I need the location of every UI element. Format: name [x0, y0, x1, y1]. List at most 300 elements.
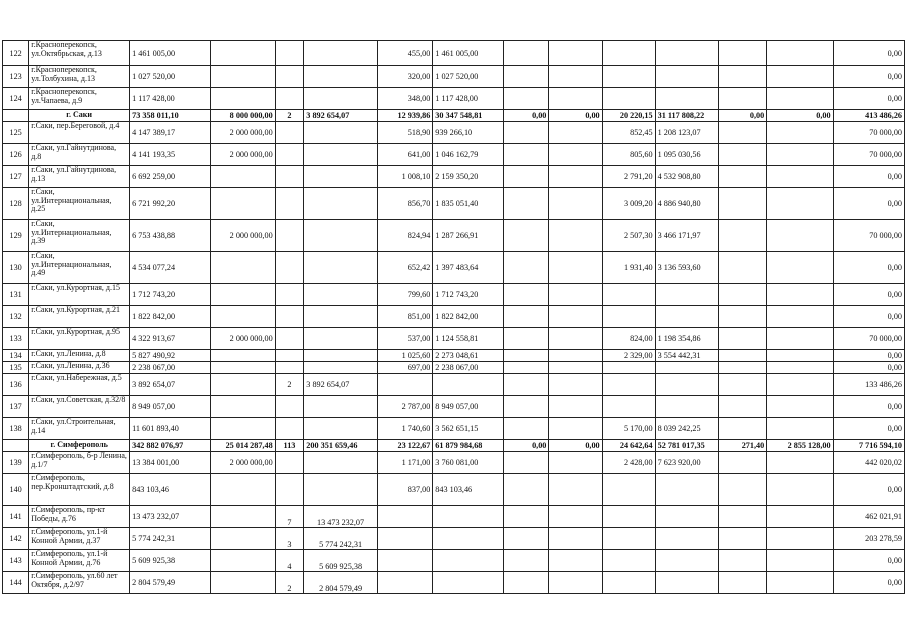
cost-subsidy-cell	[211, 188, 276, 220]
count-cell: 3	[275, 528, 304, 550]
table-row	[3, 166, 905, 188]
value-b-cell	[549, 122, 602, 144]
address-cell: г.Саки, ул.Гайнутдинова, д.13	[29, 166, 130, 188]
table-row	[3, 66, 905, 88]
table-row	[3, 418, 905, 440]
area-cell	[377, 572, 432, 594]
row-number-cell: 138	[3, 418, 29, 440]
area-cell: 320,00	[377, 66, 432, 88]
cost-part-3-cell	[767, 122, 833, 144]
balance-cell: 413 486,26	[833, 110, 904, 122]
cost-total-cell: 4 322 913,67	[130, 328, 211, 350]
balance-cell: 0,00	[833, 474, 904, 506]
cost-part-2-cell: 7 623 920,00	[655, 452, 719, 474]
value-a-cell	[504, 474, 549, 506]
area-2-cell	[602, 550, 655, 572]
cost-part-cell	[433, 528, 504, 550]
subtotal-row	[3, 110, 905, 122]
cost-total-cell: 13 473 232,07	[130, 506, 211, 528]
area-3-cell	[719, 474, 767, 506]
value-a-cell	[504, 328, 549, 350]
cost-part-cell: 1 822 842,00	[433, 306, 504, 328]
cost-part-3-cell	[767, 362, 833, 374]
cost-part-2-cell	[655, 374, 719, 396]
balance-cell: 70 000,00	[833, 328, 904, 350]
row-number-cell: 128	[3, 188, 29, 220]
balance-cell: 0,00	[833, 188, 904, 220]
cost-part-3-cell	[767, 41, 833, 66]
area-3-cell: 0,00	[719, 110, 767, 122]
cost-part-3-cell	[767, 506, 833, 528]
cost-part-2-cell: 52 781 017,35	[655, 440, 719, 452]
count-cell	[275, 396, 304, 418]
cost-total-cell: 6 753 438,88	[130, 220, 211, 252]
address-cell: г. Саки	[29, 110, 130, 122]
cost-secondary-cell: 3 892 654,07	[304, 110, 378, 122]
cost-part-cell: 8 949 057,00	[433, 396, 504, 418]
value-b-cell	[549, 550, 602, 572]
value-b-cell: 0,00	[549, 110, 602, 122]
cost-part-3-cell	[767, 572, 833, 594]
value-b-cell	[549, 374, 602, 396]
cost-part-3-cell	[767, 66, 833, 88]
row-number-cell: 125	[3, 122, 29, 144]
area-cell: 697,00	[377, 362, 432, 374]
cost-part-3-cell: 0,00	[767, 110, 833, 122]
value-a-cell	[504, 374, 549, 396]
area-cell: 824,94	[377, 220, 432, 252]
cost-secondary-cell	[304, 350, 378, 362]
area-2-cell	[602, 362, 655, 374]
cost-part-cell: 1 461 005,00	[433, 41, 504, 66]
cost-total-cell: 843 103,46	[130, 474, 211, 506]
area-cell: 23 122,67	[377, 440, 432, 452]
area-2-cell	[602, 284, 655, 306]
cost-secondary-cell	[304, 418, 378, 440]
cost-secondary-cell: 13 473 232,07	[304, 506, 378, 528]
cost-total-cell: 1 027 520,00	[130, 66, 211, 88]
balance-cell: 70 000,00	[833, 122, 904, 144]
value-b-cell	[549, 328, 602, 350]
area-2-cell: 20 220,15	[602, 110, 655, 122]
row-number-cell: 139	[3, 452, 29, 474]
area-3-cell	[719, 306, 767, 328]
cost-part-cell: 3 562 651,15	[433, 418, 504, 440]
balance-cell: 0,00	[833, 166, 904, 188]
area-3-cell	[719, 528, 767, 550]
address-cell: г.Саки, ул.Курортная, д.95	[29, 328, 130, 350]
area-2-cell	[602, 572, 655, 594]
cost-secondary-cell	[304, 166, 378, 188]
cost-part-cell	[433, 374, 504, 396]
count-cell	[275, 188, 304, 220]
cost-part-3-cell	[767, 252, 833, 284]
count-cell	[275, 220, 304, 252]
cost-secondary-cell	[304, 362, 378, 374]
value-b-cell	[549, 88, 602, 110]
cost-secondary-cell: 5 609 925,38	[304, 550, 378, 572]
value-b-cell	[549, 528, 602, 550]
area-cell: 851,00	[377, 306, 432, 328]
value-a-cell: 0,00	[504, 110, 549, 122]
value-a-cell	[504, 220, 549, 252]
cost-part-2-cell: 3 136 593,60	[655, 252, 719, 284]
cost-part-2-cell: 1 208 123,07	[655, 122, 719, 144]
balance-cell: 7 716 594,10	[833, 440, 904, 452]
cost-total-cell: 5 609 925,38	[130, 550, 211, 572]
row-number-cell	[3, 440, 29, 452]
cost-subsidy-cell: 25 014 287,48	[211, 440, 276, 452]
value-a-cell	[504, 122, 549, 144]
subtotal-row	[3, 440, 905, 452]
row-number-cell: 122	[3, 41, 29, 66]
cost-part-2-cell	[655, 306, 719, 328]
cost-part-cell: 843 103,46	[433, 474, 504, 506]
value-a-cell	[504, 572, 549, 594]
address-cell: г.Саки, ул.Набережная, д.5	[29, 374, 130, 396]
balance-cell: 462 021,91	[833, 506, 904, 528]
row-number-cell: 130	[3, 252, 29, 284]
cost-part-2-cell	[655, 474, 719, 506]
balance-cell: 0,00	[833, 396, 904, 418]
cost-total-cell: 3 892 654,07	[130, 374, 211, 396]
table-row	[3, 306, 905, 328]
cost-part-2-cell	[655, 66, 719, 88]
table-row	[3, 188, 905, 220]
area-2-cell: 805,60	[602, 144, 655, 166]
cost-part-3-cell	[767, 144, 833, 166]
cost-subsidy-cell	[211, 88, 276, 110]
cost-subsidy-cell	[211, 506, 276, 528]
area-3-cell	[719, 452, 767, 474]
row-number-cell: 127	[3, 166, 29, 188]
count-cell: 2	[275, 374, 304, 396]
cost-part-cell	[433, 572, 504, 594]
count-cell: 2	[275, 572, 304, 594]
address-cell: г.Саки, ул.Строительная, д.14	[29, 418, 130, 440]
cost-subsidy-cell	[211, 41, 276, 66]
row-number-cell: 131	[3, 284, 29, 306]
area-2-cell: 2 791,20	[602, 166, 655, 188]
cost-secondary-cell	[304, 474, 378, 506]
table-row	[3, 572, 905, 594]
count-cell	[275, 328, 304, 350]
count-cell	[275, 66, 304, 88]
cost-subsidy-cell: 8 000 000,00	[211, 110, 276, 122]
balance-cell: 0,00	[833, 550, 904, 572]
balance-cell: 0,00	[833, 284, 904, 306]
value-b-cell	[549, 166, 602, 188]
area-2-cell: 24 642,64	[602, 440, 655, 452]
table-row	[3, 452, 905, 474]
value-b-cell	[549, 144, 602, 166]
address-cell: г.Саки, ул.Курортная, д.21	[29, 306, 130, 328]
cost-secondary-cell: 200 351 659,46	[304, 440, 378, 452]
area-3-cell	[719, 374, 767, 396]
cost-part-cell: 2 273 048,61	[433, 350, 504, 362]
cost-part-2-cell	[655, 506, 719, 528]
cost-total-cell: 1 117 428,00	[130, 88, 211, 110]
address-cell: г.Симферополь, пр-кт Победы, д.76	[29, 506, 130, 528]
row-number-cell: 129	[3, 220, 29, 252]
area-2-cell: 2 507,30	[602, 220, 655, 252]
cost-part-3-cell	[767, 396, 833, 418]
cost-subsidy-cell	[211, 362, 276, 374]
cost-secondary-cell: 5 774 242,31	[304, 528, 378, 550]
area-3-cell: 271,40	[719, 440, 767, 452]
cost-subsidy-cell: 2 000 000,00	[211, 220, 276, 252]
cost-subsidy-cell	[211, 350, 276, 362]
area-3-cell	[719, 350, 767, 362]
cost-secondary-cell	[304, 328, 378, 350]
cost-subsidy-cell	[211, 166, 276, 188]
register-sheet	[2, 40, 905, 594]
table-row	[3, 122, 905, 144]
area-cell	[377, 506, 432, 528]
area-2-cell	[602, 306, 655, 328]
value-a-cell	[504, 88, 549, 110]
row-number-cell: 137	[3, 396, 29, 418]
balance-cell: 0,00	[833, 418, 904, 440]
area-cell: 1 171,00	[377, 452, 432, 474]
cost-total-cell: 1 712 743,20	[130, 284, 211, 306]
area-cell: 1 025,60	[377, 350, 432, 362]
cost-part-cell	[433, 506, 504, 528]
cost-secondary-cell	[304, 306, 378, 328]
cost-part-3-cell	[767, 350, 833, 362]
cost-part-cell: 1 712 743,20	[433, 284, 504, 306]
table-row	[3, 144, 905, 166]
area-3-cell	[719, 572, 767, 594]
cost-part-3-cell	[767, 88, 833, 110]
cost-part-cell: 61 879 984,68	[433, 440, 504, 452]
address-cell: г. Симферополь	[29, 440, 130, 452]
cost-subsidy-cell	[211, 418, 276, 440]
cost-secondary-cell	[304, 188, 378, 220]
balance-cell: 0,00	[833, 252, 904, 284]
cost-part-3-cell	[767, 418, 833, 440]
cost-part-3-cell	[767, 188, 833, 220]
balance-cell: 0,00	[833, 41, 904, 66]
area-2-cell: 2 329,00	[602, 350, 655, 362]
area-3-cell	[719, 122, 767, 144]
area-3-cell	[719, 418, 767, 440]
balance-cell: 133 486,26	[833, 374, 904, 396]
area-3-cell	[719, 66, 767, 88]
cost-part-cell: 1 027 520,00	[433, 66, 504, 88]
cost-total-cell: 2 238 067,00	[130, 362, 211, 374]
table-row	[3, 284, 905, 306]
row-number-cell: 142	[3, 528, 29, 550]
count-cell	[275, 166, 304, 188]
count-cell	[275, 474, 304, 506]
value-b-cell	[549, 396, 602, 418]
area-2-cell	[602, 374, 655, 396]
value-a-cell	[504, 452, 549, 474]
cost-secondary-cell	[304, 144, 378, 166]
row-number-cell: 132	[3, 306, 29, 328]
balance-cell: 203 278,59	[833, 528, 904, 550]
cost-subsidy-cell	[211, 550, 276, 572]
address-cell: г.Саки, ул.Ленина, д.8	[29, 350, 130, 362]
value-b-cell	[549, 572, 602, 594]
balance-cell: 0,00	[833, 306, 904, 328]
address-cell: г.Саки, ул.Интернациональная, д.25	[29, 188, 130, 220]
area-3-cell	[719, 166, 767, 188]
count-cell	[275, 88, 304, 110]
table-row	[3, 528, 905, 550]
value-b-cell	[549, 362, 602, 374]
cost-part-3-cell	[767, 474, 833, 506]
cost-total-cell: 4 141 193,35	[130, 144, 211, 166]
value-a-cell	[504, 396, 549, 418]
row-number-cell	[3, 110, 29, 122]
area-cell: 518,90	[377, 122, 432, 144]
cost-part-3-cell	[767, 374, 833, 396]
count-cell	[275, 350, 304, 362]
cost-total-cell: 4 147 389,17	[130, 122, 211, 144]
cost-subsidy-cell	[211, 66, 276, 88]
cost-subsidy-cell: 2 000 000,00	[211, 122, 276, 144]
cost-part-3-cell	[767, 528, 833, 550]
cost-subsidy-cell	[211, 528, 276, 550]
cost-part-cell: 1 124 558,81	[433, 328, 504, 350]
table-body	[3, 41, 905, 594]
cost-part-2-cell: 1 095 030,56	[655, 144, 719, 166]
address-cell: г.Симферополь, ул.1-й Конной Армии, д.76	[29, 550, 130, 572]
cost-total-cell: 342 882 076,97	[130, 440, 211, 452]
area-cell: 641,00	[377, 144, 432, 166]
cost-subsidy-cell	[211, 396, 276, 418]
cost-secondary-cell	[304, 252, 378, 284]
cost-part-cell	[433, 550, 504, 572]
area-cell: 1 008,10	[377, 166, 432, 188]
address-cell: г.Красноперекопск, ул.Октябрьская, д.13	[29, 41, 130, 66]
area-3-cell	[719, 328, 767, 350]
table-row	[3, 328, 905, 350]
area-3-cell	[719, 41, 767, 66]
value-a-cell: 0,00	[504, 440, 549, 452]
area-cell: 348,00	[377, 88, 432, 110]
area-cell: 455,00	[377, 41, 432, 66]
cost-total-cell: 4 534 077,24	[130, 252, 211, 284]
cost-part-3-cell	[767, 166, 833, 188]
address-cell: г.Симферополь, б-р Ленина, д.1/7	[29, 452, 130, 474]
cost-subsidy-cell: 2 000 000,00	[211, 328, 276, 350]
value-b-cell	[549, 220, 602, 252]
row-number-cell: 140	[3, 474, 29, 506]
value-b-cell	[549, 506, 602, 528]
value-a-cell	[504, 188, 549, 220]
balance-cell: 442 020,02	[833, 452, 904, 474]
cost-part-2-cell	[655, 396, 719, 418]
address-cell: г.Саки, ул.Советская, д.32/8	[29, 396, 130, 418]
cost-part-2-cell: 8 039 242,25	[655, 418, 719, 440]
cost-part-2-cell: 3 554 442,31	[655, 350, 719, 362]
table-row	[3, 350, 905, 362]
cost-subsidy-cell	[211, 306, 276, 328]
area-cell	[377, 528, 432, 550]
value-a-cell	[504, 166, 549, 188]
address-cell: г.Саки, ул.Ленина, д.36	[29, 362, 130, 374]
table-row	[3, 88, 905, 110]
area-3-cell	[719, 506, 767, 528]
count-cell	[275, 418, 304, 440]
cost-secondary-cell	[304, 88, 378, 110]
area-3-cell	[719, 396, 767, 418]
count-cell: 7	[275, 506, 304, 528]
address-cell: г.Саки, ул.Гайнутдинова, д.8	[29, 144, 130, 166]
cost-secondary-cell	[304, 452, 378, 474]
value-a-cell	[504, 506, 549, 528]
row-number-cell: 124	[3, 88, 29, 110]
area-2-cell: 2 428,00	[602, 452, 655, 474]
value-b-cell	[549, 474, 602, 506]
cost-part-cell: 1 046 162,79	[433, 144, 504, 166]
cost-total-cell: 5 774 242,31	[130, 528, 211, 550]
count-cell	[275, 252, 304, 284]
cost-secondary-cell	[304, 220, 378, 252]
cost-total-cell: 5 827 490,92	[130, 350, 211, 362]
area-cell	[377, 550, 432, 572]
cost-part-2-cell	[655, 528, 719, 550]
count-cell: 2	[275, 110, 304, 122]
count-cell: 4	[275, 550, 304, 572]
balance-cell: 0,00	[833, 88, 904, 110]
balance-cell: 0,00	[833, 66, 904, 88]
table-row	[3, 550, 905, 572]
table-row	[3, 252, 905, 284]
value-a-cell	[504, 362, 549, 374]
cost-subsidy-cell: 2 000 000,00	[211, 144, 276, 166]
cost-part-3-cell	[767, 306, 833, 328]
balance-cell: 70 000,00	[833, 220, 904, 252]
cost-secondary-cell: 2 804 579,49	[304, 572, 378, 594]
value-a-cell	[504, 252, 549, 284]
row-number-cell: 134	[3, 350, 29, 362]
cost-part-3-cell	[767, 328, 833, 350]
cost-subsidy-cell	[211, 572, 276, 594]
row-number-cell: 123	[3, 66, 29, 88]
count-cell: 113	[275, 440, 304, 452]
cost-total-cell: 2 804 579,49	[130, 572, 211, 594]
area-3-cell	[719, 144, 767, 166]
count-cell	[275, 284, 304, 306]
table-row	[3, 474, 905, 506]
balance-cell: 0,00	[833, 350, 904, 362]
value-a-cell	[504, 284, 549, 306]
count-cell	[275, 362, 304, 374]
area-2-cell: 824,00	[602, 328, 655, 350]
cost-part-3-cell	[767, 550, 833, 572]
cost-part-3-cell	[767, 220, 833, 252]
cost-part-cell: 2 238 067,00	[433, 362, 504, 374]
cost-subsidy-cell	[211, 284, 276, 306]
table-row	[3, 374, 905, 396]
cost-total-cell: 1 822 842,00	[130, 306, 211, 328]
value-a-cell	[504, 41, 549, 66]
value-b-cell: 0,00	[549, 440, 602, 452]
area-cell: 652,42	[377, 252, 432, 284]
cost-part-2-cell: 31 117 808,22	[655, 110, 719, 122]
value-a-cell	[504, 528, 549, 550]
count-cell	[275, 306, 304, 328]
cost-part-cell: 3 760 081,00	[433, 452, 504, 474]
address-cell: г.Саки, ул.Интернациональная, д.49	[29, 252, 130, 284]
value-b-cell	[549, 284, 602, 306]
cost-subsidy-cell	[211, 374, 276, 396]
cost-part-cell: 2 159 350,20	[433, 166, 504, 188]
